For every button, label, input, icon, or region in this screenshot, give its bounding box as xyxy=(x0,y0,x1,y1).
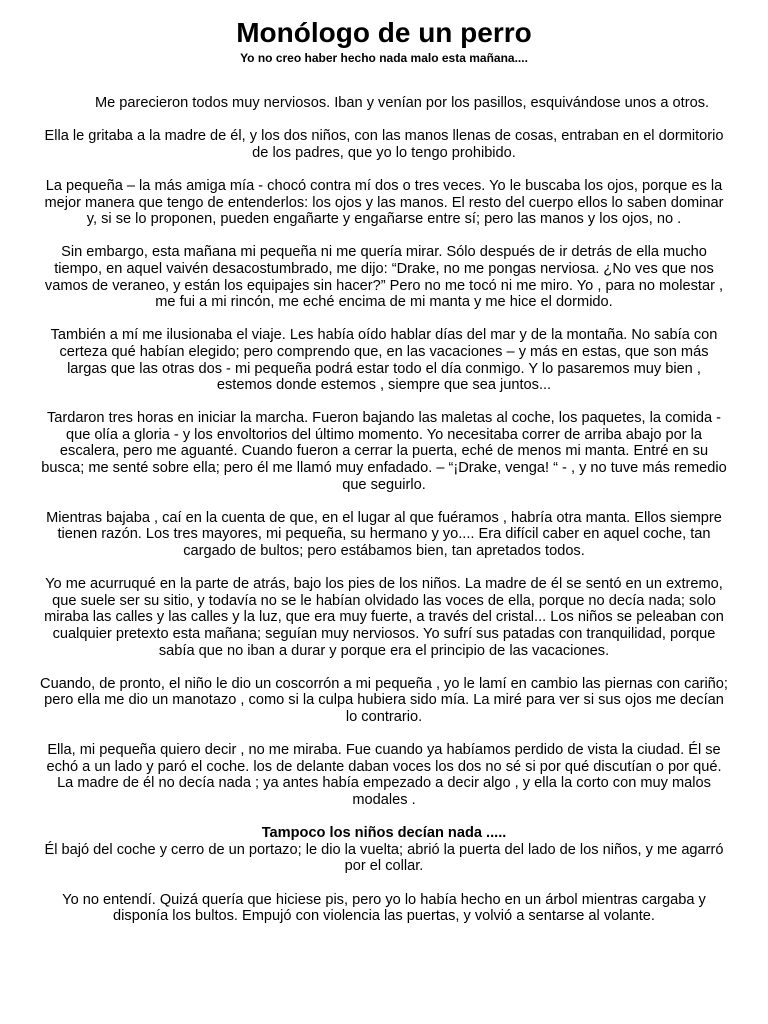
paragraph-10: Ella, mi pequeña quiero decir , no me miraba. Fue cuando ya habíamos perdido de vista la ciudad. Él se echó a un lado y paró el coche. los de delante daban voces los dos no sé si por qué discutían o por qué. La madre de él no decía nada ; ya antes había empezado a decir algo , y ella la corto con muy malos modales . xyxy=(46,742,722,808)
paragraph-12: Él bajó del coche y cerro de un portazo; le dio la vuelta; abrió la puerta del lado de los niños, y me agarró por el collar. xyxy=(44,841,724,875)
paragraph-11-heading: Tampoco los niños decían nada ..... xyxy=(261,825,507,842)
paragraph-7: Mientras bajaba , caí en la cuenta de que, en el lugar al que fuéramos , habría otra manta. Ellos siempre tienen razón. Los tres mayores, mi pequeña, su hermano y yo.... Era difícil caber en aquel coche, tan cargado de bultos; pero estábamos bien, tan apretados todos. xyxy=(46,509,722,560)
paragraph-9: Cuando, de pronto, el niño le dio un coscorrón a mi pequeña , yo le lamí en cambio las piernas con cariño; pero ella me dio un manotazo , como si la culpa hubiera sido mía. La miré para ver si sus ojos me decían lo contrario. xyxy=(40,675,728,725)
paragraph-6: Tardaron tres horas en iniciar la marcha. Fueron bajando las maletas al coche, los paquetes, la comida - que olía a gloria - y los envoltorios del último momento. Yo necesitaba correr de arriba abajo por la escalera, pero me aguanté. Cuando fueron a cerrar la puerta, eché de menos mi manta. Entré en su busca; me senté sobre ella; pero él me llamó muy enfadado. – “¡Drake, venga! “ - , y no tuve más remedio que seguirlo. xyxy=(41,410,727,493)
document-subtitle: Yo no creo haber hecho nada malo esta mañana.... xyxy=(240,51,528,65)
document-body xyxy=(38,95,730,941)
paragraph-1: Me parecieron todos muy nerviosos. Iban y venían por los pasillos, esquivándose unos a otros. xyxy=(94,95,710,111)
paragraph-3: La pequeña – la más amiga mía - chocó contra mí dos o tres veces. Yo le buscaba los ojos, porque es la mejor manera que tengo de entenderlos: los ojos y las manos. El resto del cuerpo ellos lo saben dominar y, si se lo proponen, pueden engañarte y engañarse entre sí; pero las manos y los ojos, no . xyxy=(44,177,724,228)
paragraph-4: Sin embargo, esta mañana mi pequeña ni me quería mirar. Sólo después de ir detrás de ella mucho tiempo, en aquel vaivén desacostumbrado, me dijo: “Drake, no me pongas nerviosa. ¿No ves que nos vamos de veraneo, y están los equipajes sin hacer?” Pero no me tocó ni me miro. Yo , para no molestar , me fui a mi rincón, me eché encima de mi manta y me hice el dormido. xyxy=(44,244,724,311)
paragraph-5: También a mí me ilusionaba el viaje. Les había oído hablar días del mar y de la montaña. No sabía con certeza qué habían elegido; pero comprendo que, en las vacaciones – y más en estas, que son más largas que las otras dos - mi pequeña podrá estar todo el día conmigo. Y lo pasaremos muy bien , estemos donde estemos , siempre que sea juntos... xyxy=(50,327,718,394)
paragraph-13: Yo no entendí. Quizá quería que hiciese pis, pero yo lo había hecho en un árbol mientras cargaba y disponía los bultos. Empujó con violencia las puertas, y volvió a sentarse al volante. xyxy=(62,891,706,925)
document-title: Monólogo de un perro xyxy=(236,17,532,48)
paragraph-2: Ella le gritaba a la madre de él, y los dos niños, con las manos llenas de cosas, entraban en el dormitorio de los padres, que yo lo tengo prohibido. xyxy=(44,128,724,161)
paragraph-8: Yo me acurruqué en la parte de atrás, bajo los pies de los niños. La madre de él se sentó en un extremo, que suele ser su sitio, y todavía no se le habían olvidado las voces de ella, porque no decía nada; solo miraba las calles y las calles y la luz, que era muy fuerte, a través del cristal... Los niños se peleaban con cualquier pretexto esta mañana; seguían muy nerviosos. Yo sufrí sus patadas con tranquilidad, porque sabía que no iban a durar y porque era el principio de las vacaciones. xyxy=(44,576,724,659)
